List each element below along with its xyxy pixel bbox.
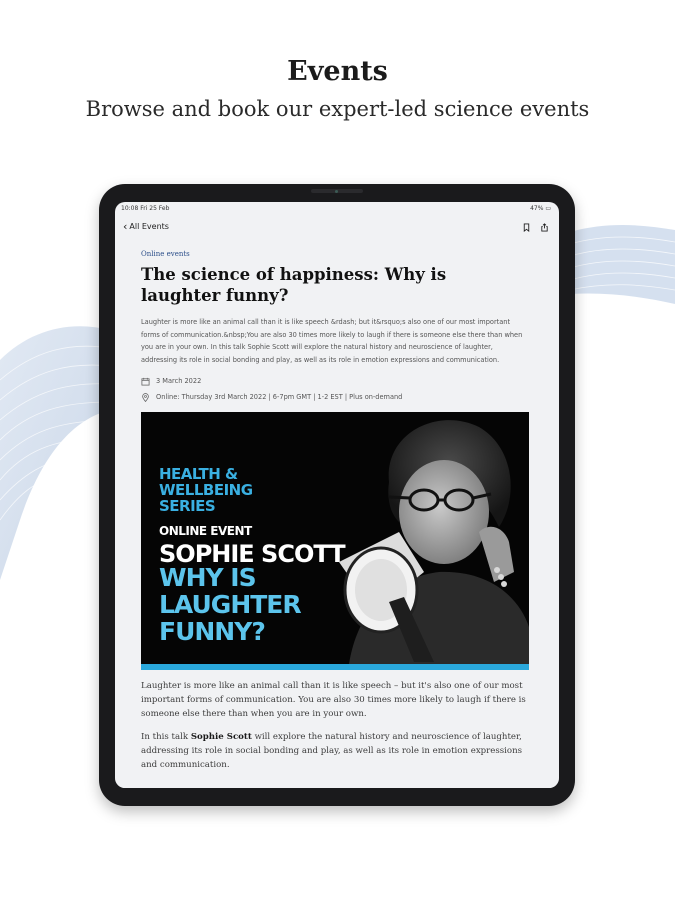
status-time: 10:08 Fri 25 Feb <box>121 205 170 212</box>
event-body-paragraph: Laughter is more like an animal call than it is like speech – but it's also one of our most important forms of communication. You are also 30 times more likely to laugh if there is someone else there than when you are in your own. <box>141 681 526 719</box>
event-location: Online: Thursday 3rd March 2022 | 6-7pm GMT | 1-2 EST | Plus on-demand <box>156 393 403 401</box>
speaker-name-link: Sophie Scott <box>190 732 252 742</box>
bookmark-icon[interactable] <box>522 223 531 232</box>
nav-actions <box>522 223 549 232</box>
event-detail <box>141 250 529 772</box>
status-bar <box>115 202 559 214</box>
promo-subtitle: Browse and book our expert-led science events <box>85 97 590 121</box>
event-date: 3 March 2022 <box>156 377 202 385</box>
body-suffix: will explore the natural history and neuroscience of laughter, addressing its role in social bonding and play, as well as its role in emotion expressions and communication. <box>141 732 523 770</box>
hero-accent-band <box>141 664 529 670</box>
chevron-left-icon: ‹ <box>123 219 128 233</box>
event-category[interactable]: Online events <box>141 250 190 258</box>
hero-speaker-name: SOPHIE SCOTT <box>159 540 345 568</box>
body-prefix: In this talk <box>141 732 191 742</box>
event-title: The science of happiness: Why is laughter funny? <box>141 265 447 305</box>
decorative-wave-left <box>0 290 110 590</box>
tablet-frame <box>99 184 575 806</box>
back-button[interactable] <box>123 219 169 233</box>
event-intro: Laughter is more like an animal call than it is like speech &rdash; but it&rsquo;s also one of our most important forms of communication.&nbsp;You are also 30 times more likely to laugh if there is someone else there than when you are in your own. In this talk Sophie Scott will explore the natural history and neuroscience of laughter, addressing its role in social bonding and play, as well as its role in emotion expressions and communication. <box>141 318 523 364</box>
calendar-icon <box>141 377 150 386</box>
decorative-wave-right <box>570 212 675 312</box>
speaker-photo <box>329 412 529 664</box>
hero-question: WHY IS LAUGHTER FUNNY? <box>159 563 301 646</box>
status-battery: 47% ▭ <box>530 205 551 212</box>
promo-title: Events <box>287 56 388 87</box>
hero-series-label: HEALTH & WELLBEING SERIES <box>159 465 253 515</box>
scroll-fade <box>115 770 559 788</box>
nav-bar <box>115 218 559 240</box>
app-screen <box>115 202 559 788</box>
event-body-paragraph <box>141 730 529 772</box>
share-icon[interactable] <box>540 223 549 232</box>
event-hero-image <box>141 412 529 670</box>
event-location-row <box>141 389 529 405</box>
hero-event-type: ONLINE EVENT <box>159 524 252 538</box>
back-button-label: All Events <box>129 222 169 231</box>
camera-icon <box>335 190 338 193</box>
location-pin-icon <box>141 393 150 402</box>
event-date-row <box>141 373 529 389</box>
